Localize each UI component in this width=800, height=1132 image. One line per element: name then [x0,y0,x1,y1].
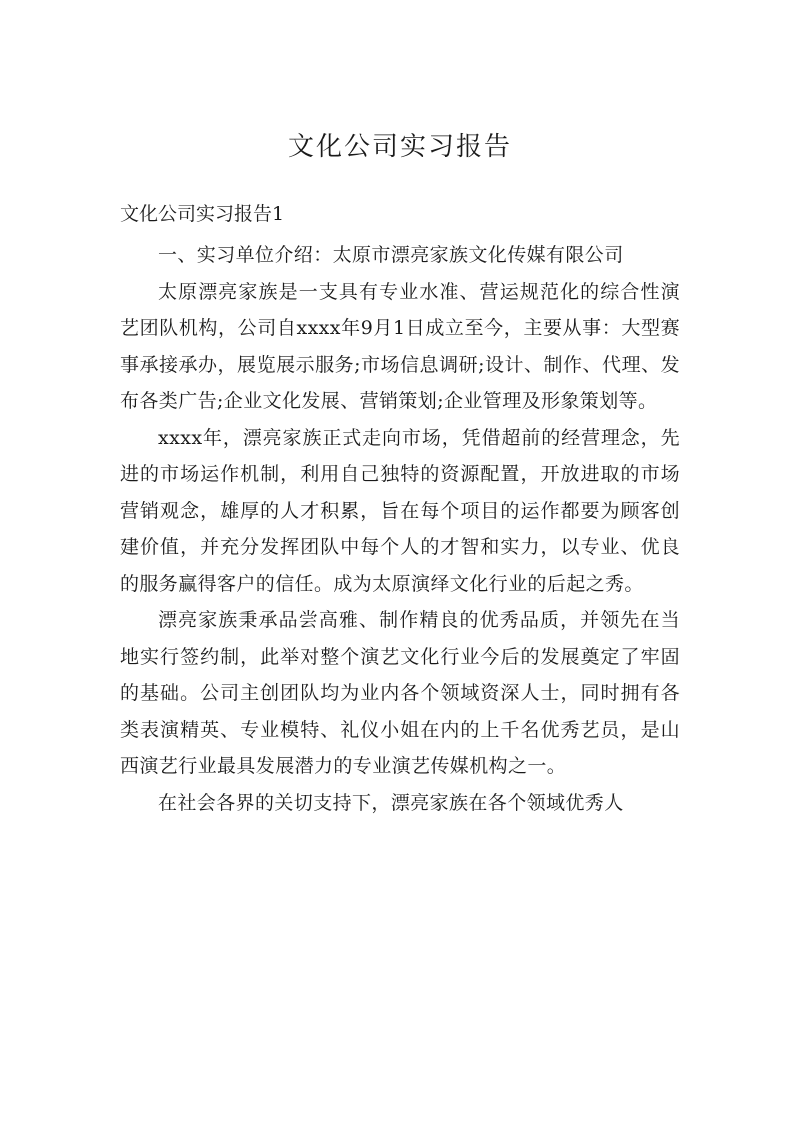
document-title: 文化公司实习报告 [287,132,512,162]
paragraph-intro: 一、实习单位介绍：太原市漂亮家族文化传媒有限公司 [158,244,624,266]
document-body [120,237,680,821]
paragraph-market-entry: xxxx年，漂亮家族正式走向市场，凭借超前的经营理念，先进的市场运作机制，利用自己独特的资源配置，开放进取的市场营销观念，雄厚的人才积累，旨在每个项目的运作都要为顾客创建价值，并充分发挥团队中每个人的才智和实力，以专业、优良的服务赢得客户的信任。成为太原演绎文化行业的后起之秀。 [120,426,680,595]
paragraph-company-overview: 太原漂亮家族是一支具有专业水准、营运规范化的综合性演艺团队机构，公司自xxxx年9月1日成立至今，主要从事：大型赛事承接承办，展览展示服务;市场信息调研;设计、制作、代理、发布各类广告;企业文化发展、营销策划;企业管理及形象策划等。 [120,280,680,412]
paragraph-support: 在社会各界的关切支持下，漂亮家族在各个领域优秀人 [158,791,624,814]
paragraph-quality: 漂亮家族秉承品尝高雅、制作精良的优秀品质，并领先在当地实行签约制，此举对整个演艺文化行业今后的发展奠定了牢固的基础。公司主创团队均为业内各个领域资深人士，同时拥有各类表演精英、专业模特、礼仪小姐在内的上千名优秀艺员，是山西演艺行业最具发展潜力的专业演艺传媒机构之一。 [120,609,680,777]
section-heading: 文化公司实习报告1 [120,203,285,225]
